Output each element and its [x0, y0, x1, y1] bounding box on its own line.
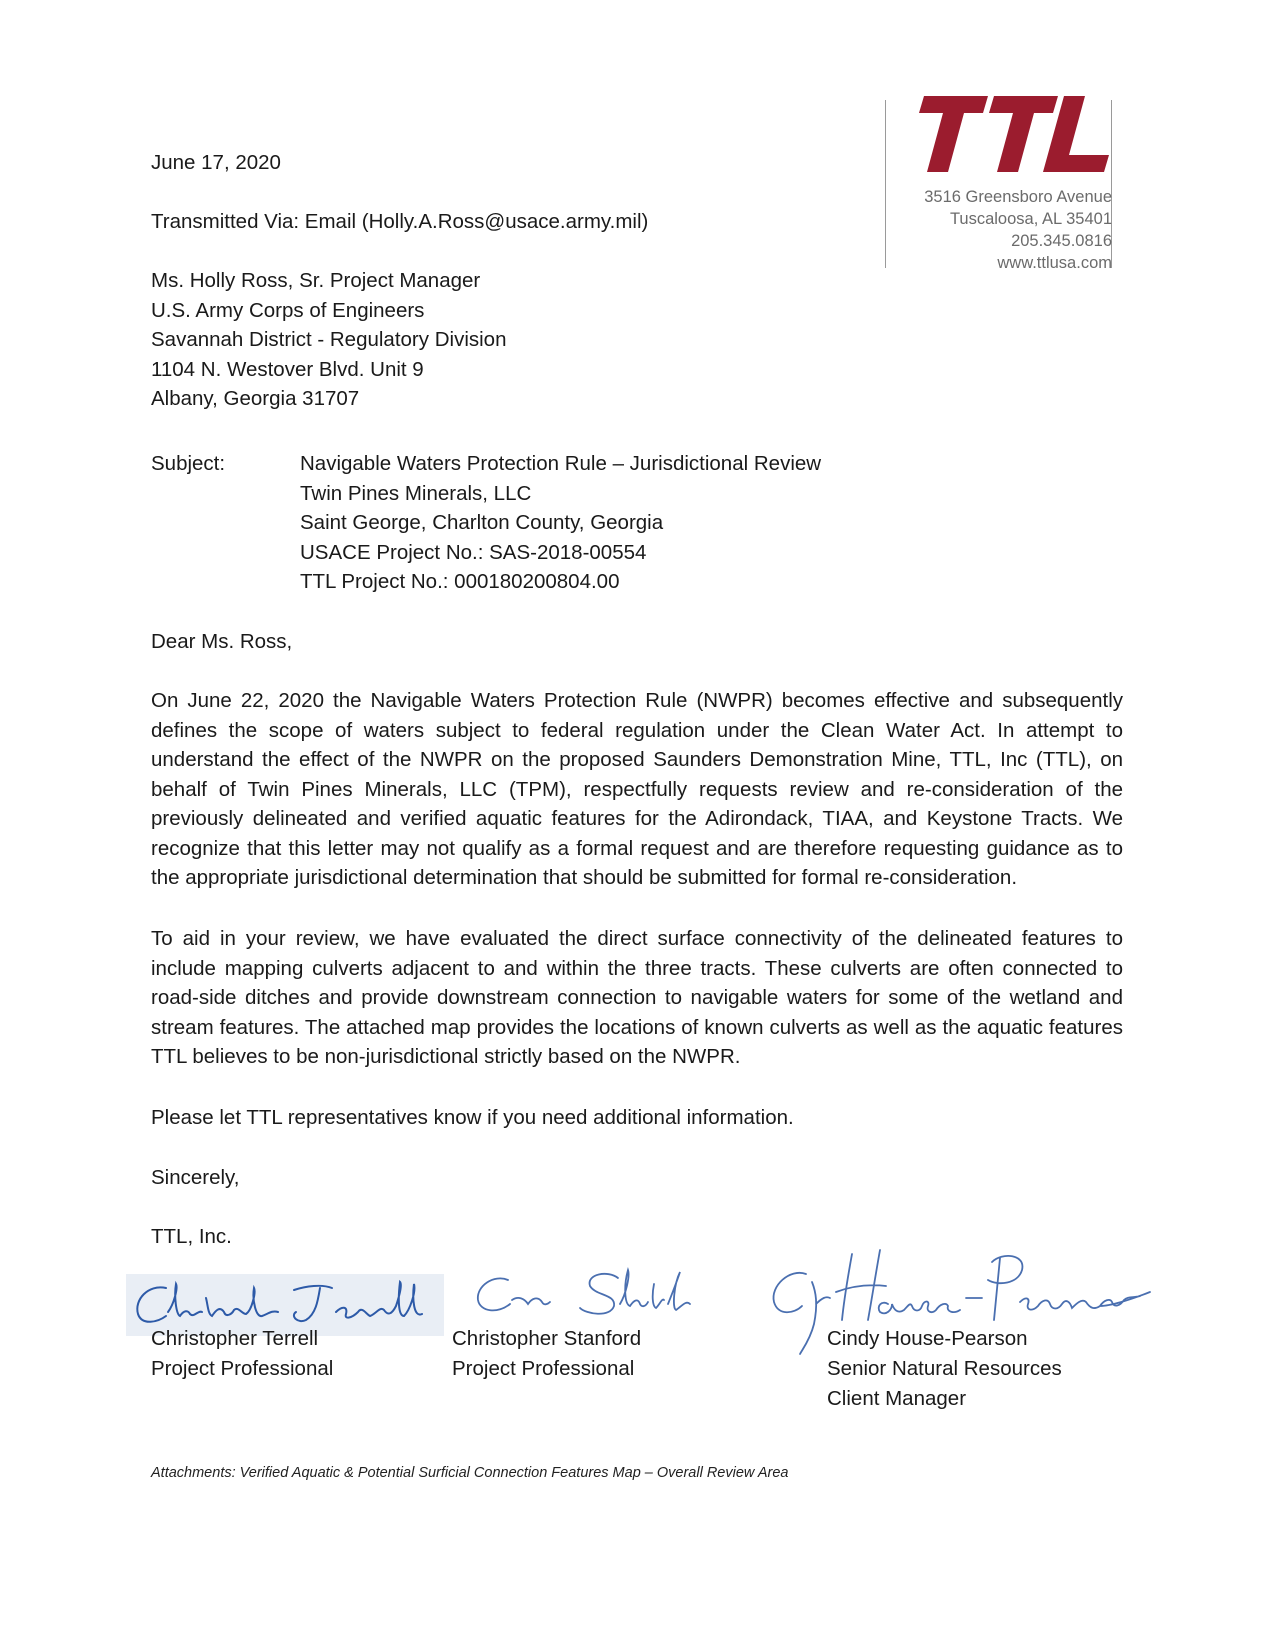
body-paragraph-1: On June 22, 2020 the Navigable Waters Protection Rule (NWPR) becomes effective and subsequently defines the scope of waters subject to federal regulation under the Clean Water Act. In attempt to understand the effect of the NWPR on the proposed Saunders Demonstration Mine, TTL, Inc (TTL), on behalf of Twin Pines Minerals, LLC (TPM), respectfully requests review and re-consideration of the previously delineated and verified aquatic features for the Adirondack, TIAA, and Keystone Tracts. We recognize that this letter may not qualify as a formal request and are therefore requesting guidance as to the appropriate jurisdictional determination that should be submitted for formal re-consideration. — [151, 689, 1123, 889]
signatory-2 — [452, 1324, 641, 1384]
signatory-1-title: Project Professional — [151, 1357, 334, 1380]
subject-line-4: USACE Project No.: SAS-2018-00554 — [300, 540, 647, 564]
subject-label: Subject: — [151, 452, 226, 475]
recipient-line-5: Albany, Georgia 31707 — [151, 387, 360, 410]
signature-christopher-stanford — [468, 1264, 718, 1326]
recipient-line-3: Savannah District - Regulatory Division — [151, 328, 507, 351]
signatory-3 — [827, 1324, 1062, 1414]
ttl-logo — [906, 96, 1116, 176]
company-name: TTL, Inc. — [151, 1225, 232, 1248]
recipient-line-4: 1104 N. Westover Blvd. Unit 9 — [151, 357, 424, 381]
signatory-3-title-line-1: Senior Natural Resources — [827, 1357, 1062, 1380]
salutation: Dear Ms. Ross, — [151, 630, 293, 653]
signatory-2-name: Christopher Stanford — [452, 1327, 642, 1350]
recipient-line-1: Ms. Holly Ross, Sr. Project Manager — [151, 269, 481, 292]
signatory-2-title: Project Professional — [452, 1357, 635, 1380]
recipient-block — [151, 266, 506, 414]
signatory-1-name: Christopher Terrell — [151, 1327, 319, 1350]
transmittal-line: Transmitted Via: Email (Holly.A.Ross@usace.army.mil) — [151, 210, 649, 233]
address-phone: 205.345.0816 — [1011, 232, 1112, 250]
recipient-line-2: U.S. Army Corps of Engineers — [151, 298, 425, 322]
subject-line-3: Saint George, Charlton County, Georgia — [300, 511, 664, 534]
address-website: www.ttlusa.com — [997, 254, 1112, 272]
signatory-3-title-line-2: Client Manager — [827, 1387, 967, 1410]
subject-line-2: Twin Pines Minerals, LLC — [300, 481, 532, 505]
attachments-note: Attachments: Verified Aquatic & Potential Surficial Connection Features Map – Overall Review Area — [151, 1465, 789, 1481]
subject-block — [300, 449, 821, 597]
body-paragraph-2: To aid in your review, we have evaluated the direct surface connectivity of the delineated features to include mapping culverts adjacent to and within the three tracts. These culverts are often connected to road-side ditches and provide downstream connection to navigable waters for some of the wetland and stream features. The attached map provides the locations of known culverts as well as the aquatic features TTL believes to be non-jurisdictional strictly based on the NWPR. — [151, 927, 1123, 1068]
subject-line-1: Navigable Waters Protection Rule – Jurisdictional Review — [300, 452, 822, 475]
address-street: 3516 Greensboro Avenue — [924, 188, 1112, 206]
subject-line-5: TTL Project No.: 000180200804.00 — [300, 570, 620, 593]
body-paragraph-3: Please let TTL representatives know if you need additional information. — [151, 1106, 794, 1129]
signatory-1 — [151, 1324, 333, 1384]
closing: Sincerely, — [151, 1166, 240, 1189]
address-city: Tuscaloosa, AL 35401 — [949, 210, 1112, 228]
letter-date: June 17, 2020 — [151, 151, 281, 174]
signatory-3-name: Cindy House-Pearson — [827, 1327, 1028, 1350]
letterhead-address — [880, 186, 1112, 274]
